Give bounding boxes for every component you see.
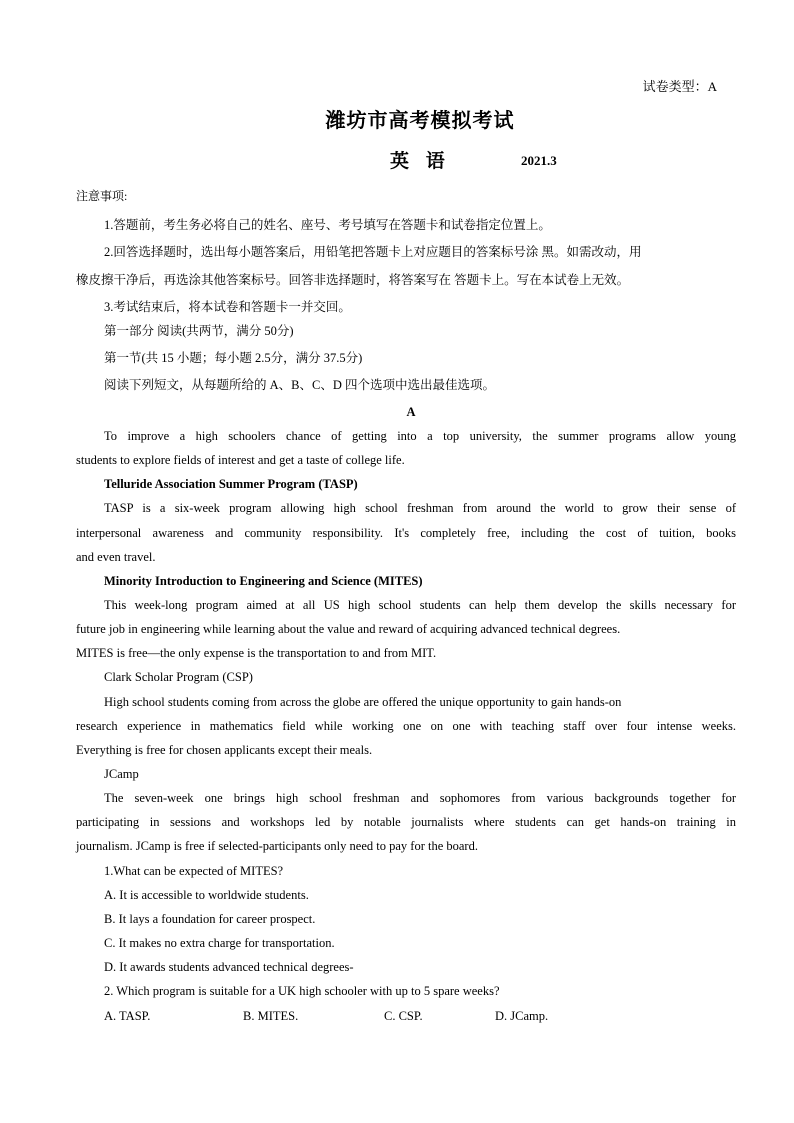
program-text-line: interpersonal awareness and community responsibility. It's completely free, including the cost of tuition, books xyxy=(76,526,736,540)
program-text-line: This week-long program aimed at all US high school students can help them develop the skills necessary for xyxy=(104,598,736,612)
question-option: A. It is accessible to worldwide students. xyxy=(104,888,309,902)
subject-title: 英 语 xyxy=(390,151,451,172)
notice-item-2: 2.回答选择题时，选出每小题答案后，用铅笔把答题卡上对应题目的答案标号涂 黑。如需改动，用 xyxy=(104,245,642,259)
question-option: B. It lays a foundation for career prospect. xyxy=(104,912,316,926)
exam-date: 2021.3 xyxy=(521,153,557,168)
program-heading-tasp: Telluride Association Summer Program (TASP) xyxy=(104,477,358,491)
notice-item-1: 1.答题前，考生务必将自己的姓名、座号、考号填写在答题卡和试卷指定位置上。 xyxy=(104,218,551,232)
program-text-line: MITES is free—the only expense is the transportation to and from MIT. xyxy=(76,646,437,660)
question-option: A. TASP. xyxy=(104,1009,151,1023)
exam-title: 潍坊市高考模拟考试 xyxy=(325,110,515,132)
notice-item-3: 3.考试结束后，将本试卷和答题卡一并交回。 xyxy=(104,300,351,314)
program-text-line: The seven-week one brings high school freshman and sophomores from various backgrounds together for xyxy=(104,791,736,805)
question-stem: 1.What can be expected of MITES? xyxy=(104,864,284,878)
question-option: B. MITES. xyxy=(243,1009,299,1023)
question-option: C. CSP. xyxy=(384,1009,423,1023)
notice-item-2-continued: 橡皮擦干净后，再选涂其他答案标号。回答非选择题时，将答案写在 答题卡上。写在本试卷上无效。 xyxy=(76,273,630,287)
notice-heading: 注意事项: xyxy=(76,189,128,203)
program-text-line: Everything is free for chosen applicants except their meals. xyxy=(76,743,373,757)
program-text-line: future job in engineering while learning about the value and reward of acquiring advanced technical degrees. xyxy=(76,622,621,636)
program-heading-jcamp: JCamp xyxy=(104,767,139,781)
program-heading-csp: Clark Scholar Program (CSP) xyxy=(104,670,253,684)
program-text-line: journalism. JCamp is free if selected-participants only need to pay for the board. xyxy=(76,839,478,853)
program-text-line: and even travel. xyxy=(76,550,156,564)
program-text-line: TASP is a six-week program allowing high school freshman from around the world to grow their sense of xyxy=(104,501,736,515)
program-text-line: High school students coming from across the globe are offered the unique opportunity to gain hands-on xyxy=(104,695,622,709)
part-heading: 第一部分 阅读(共两节，满分 50分) xyxy=(104,324,294,338)
question-stem: 2. Which program is suitable for a UK high schooler with up to 5 spare weeks? xyxy=(104,984,500,998)
passage-intro-line: To improve a high schoolers chance of getting into a top university, the summer programs allow young xyxy=(104,429,736,443)
question-option: D. It awards students advanced technical degrees- xyxy=(104,960,354,974)
program-heading-mites: Minority Introduction to Engineering and Science (MITES) xyxy=(104,574,423,588)
section-heading: 第一节(共 15 小题；每小题 2.5分，满分 37.5分) xyxy=(104,351,363,365)
passage-label: A xyxy=(406,405,416,419)
instruction-text: 阅读下列短文，从每题所给的 A、B、C、D 四个选项中选出最佳选项。 xyxy=(104,378,495,392)
question-option: D. JCamp. xyxy=(495,1009,549,1023)
program-text-line: participating in sessions and workshops led by notable journalists where students can get hands-on training in xyxy=(76,815,736,829)
question-option: C. It makes no extra charge for transportation. xyxy=(104,936,335,950)
passage-intro-line: students to explore fields of interest and get a taste of college life. xyxy=(76,453,405,467)
paper-type-label: 试卷类型：A xyxy=(642,79,717,94)
program-text-line: research experience in mathematics field while working one on one with teaching staff over four intense weeks. xyxy=(76,719,736,733)
